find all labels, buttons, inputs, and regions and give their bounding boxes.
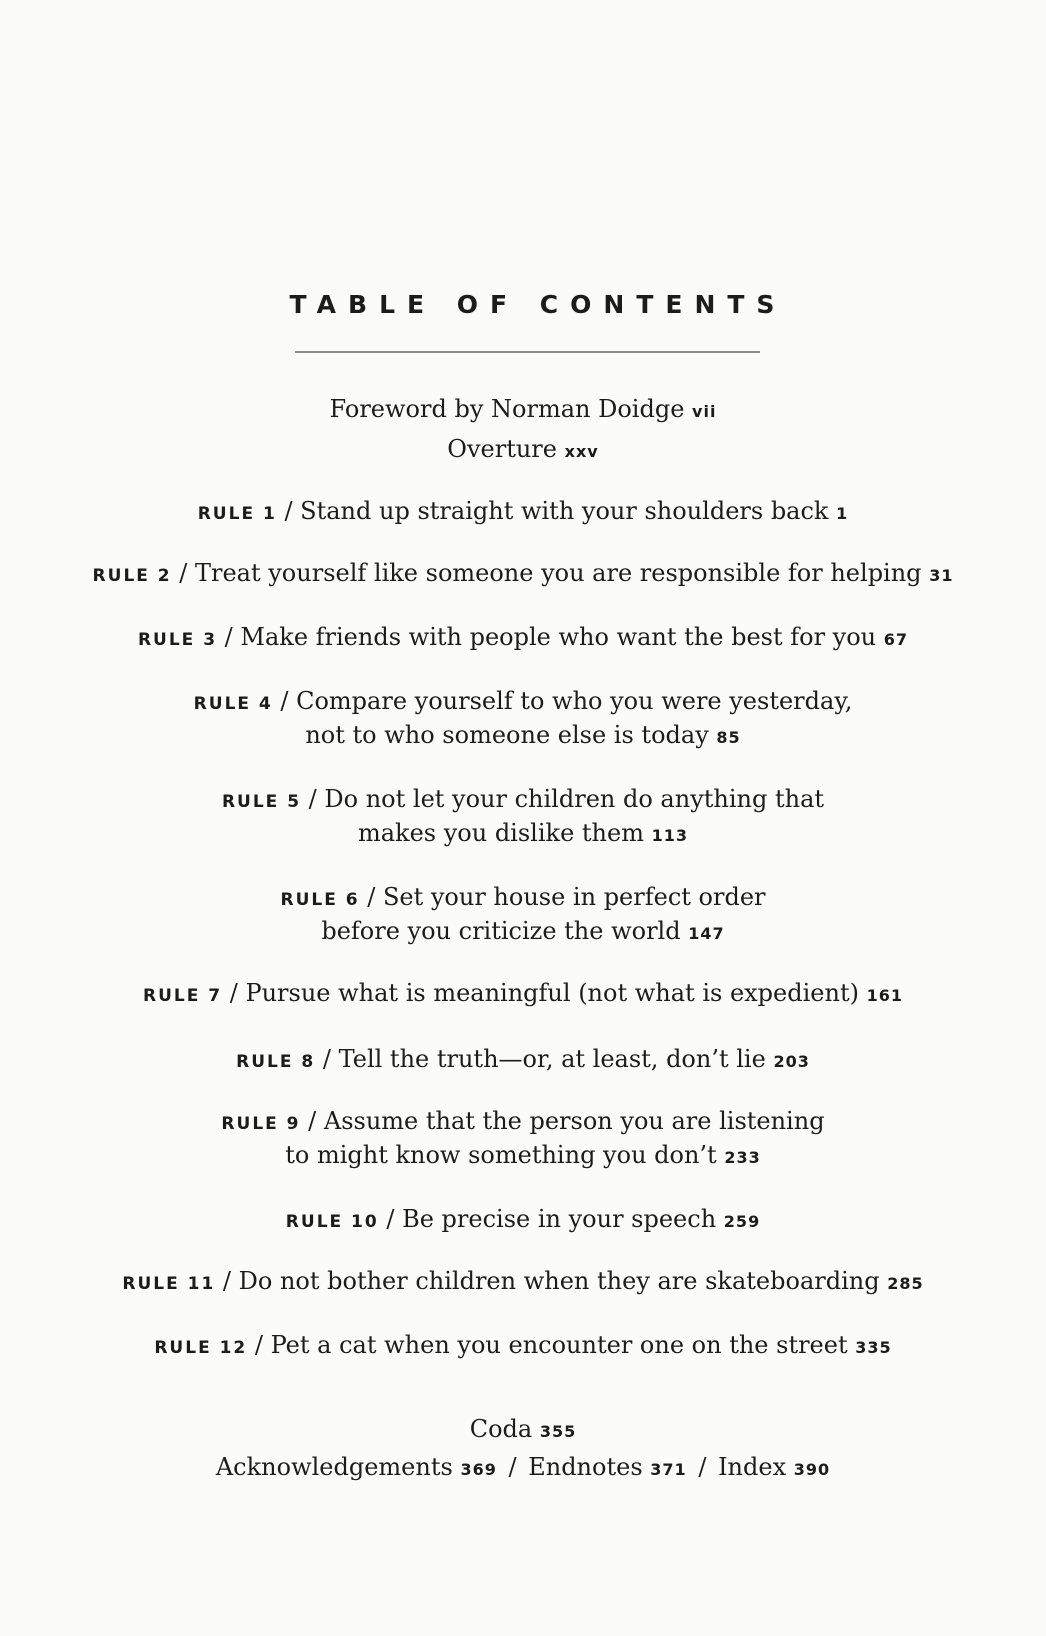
rule-title: Pursue what is meaningful (not what is expedient) <box>245 979 859 1007</box>
rule-title: Make friends with people who want the best for you <box>240 623 877 651</box>
rule-label: RULE 3 <box>137 630 218 650</box>
rule-label: RULE 10 <box>285 1212 379 1232</box>
toc-entry-rule-10: RULE 10 / Be precise in your speech 259 <box>285 1205 761 1233</box>
entry-page: 31 <box>929 566 954 585</box>
rule-title-cont: before you criticize the world <box>321 917 681 945</box>
toc-entry-rule-3: RULE 3 / Make friends with people who want the best for you 67 <box>137 623 909 651</box>
entry-title: Coda <box>469 1415 533 1443</box>
rule-label: RULE 2 <box>92 566 172 586</box>
entry-page: 1 <box>836 504 849 523</box>
entry-page: 85 <box>716 728 741 747</box>
rule-title-cont: not to who someone else is today <box>305 721 709 749</box>
toc-entry-coda <box>0 1412 1046 1449</box>
rule-label: RULE 6 <box>280 890 360 910</box>
entry-page-index: 390 <box>793 1460 831 1479</box>
toc-entry-rule-2: RULE 2 / Treat yourself like someone you are responsible for helping 31 <box>92 559 954 587</box>
entry-title-acknowledgements: Acknowledgements <box>215 1453 453 1481</box>
toc-entry-rule-8: RULE 8 / Tell the truth—or, at least, don’t lie 203 <box>236 1045 810 1073</box>
entry-page: 233 <box>724 1148 761 1167</box>
rule-label: RULE 5 <box>221 792 302 812</box>
toc-entry-rule-5-cont <box>0 816 1046 853</box>
entry-page: xxv <box>564 442 599 461</box>
entry-page: 161 <box>866 986 903 1005</box>
rule-title-cont: makes you dislike them <box>357 819 644 847</box>
rule-title-cont: to might know something you don’t <box>285 1141 717 1169</box>
toc-entry-rule-7: RULE 7 / Pursue what is meaningful (not what is expedient) 161 <box>143 979 903 1007</box>
rule-title: Assume that the person you are listening <box>323 1107 825 1135</box>
rule-title: Tell the truth—or, at least, don’t lie <box>338 1045 766 1073</box>
rule-title: Do not bother children when they are skateboarding <box>238 1267 880 1295</box>
rule-title: Be precise in your speech <box>402 1205 717 1233</box>
rule-label: RULE 4 <box>193 694 273 714</box>
entry-page: 113 <box>651 826 689 845</box>
toc-entry-rule-11: RULE 11 / Do not bother children when they are skateboarding 285 <box>122 1267 924 1295</box>
entry-page: 335 <box>855 1338 892 1357</box>
entry-page: 203 <box>773 1052 810 1071</box>
toc-entry-rule-4: RULE 4 / Compare yourself to who you were yesterday, <box>193 687 853 715</box>
rule-label: RULE 7 <box>143 986 223 1006</box>
rule-label: RULE 9 <box>221 1114 301 1134</box>
toc-entry-foreword <box>0 392 1046 429</box>
toc-entry-overture <box>0 432 1046 469</box>
entry-page-acknowledgements: 369 <box>460 1460 497 1479</box>
entry-title-index: Index <box>718 1453 787 1481</box>
entry-page: 67 <box>883 630 909 649</box>
toc-entry-back-matter <box>0 1450 1046 1487</box>
toc-entry-rule-9-cont <box>0 1138 1046 1175</box>
rule-label: RULE 12 <box>154 1338 248 1358</box>
separator: / <box>508 1453 517 1481</box>
rule-title: Pet a cat when you encounter one on the street <box>270 1331 848 1359</box>
rule-label: RULE 1 <box>197 504 277 524</box>
rule-title: Do not let your children do anything that <box>324 785 825 813</box>
toc-entry-rule-5: RULE 5 / Do not let your children do anything that <box>221 785 825 813</box>
toc-entry-rule-6-cont <box>0 914 1046 951</box>
toc-entry-rule-4-cont <box>0 718 1046 755</box>
heading-divider <box>295 351 760 353</box>
entry-title: Foreword by Norman Doidge <box>329 395 685 423</box>
rule-title: Treat yourself like someone you are responsible for helping <box>194 559 922 587</box>
entry-page: 285 <box>887 1274 924 1293</box>
toc-entry-rule-9: RULE 9 / Assume that the person you are listening <box>221 1107 825 1135</box>
entry-title: Overture <box>447 435 557 463</box>
separator: / <box>698 1453 707 1481</box>
rule-title: Stand up straight with your shoulders back <box>300 497 829 525</box>
toc-heading: TABLE OF CONTENTS <box>289 290 787 319</box>
toc-entry-rule-6: RULE 6 / Set your house in perfect order <box>280 883 766 911</box>
toc-entry-rule-1: RULE 1 / Stand up straight with your shoulders back 1 <box>197 497 849 525</box>
entry-page: 259 <box>723 1212 761 1231</box>
entry-page: 355 <box>539 1422 577 1441</box>
rule-label: RULE 8 <box>236 1052 316 1072</box>
entry-page: vii <box>692 402 717 421</box>
entry-title-endnotes: Endnotes <box>528 1453 643 1481</box>
rule-title: Set your house in perfect order <box>382 883 766 911</box>
toc-entry-rule-12: RULE 12 / Pet a cat when you encounter one on the street 335 <box>154 1331 892 1359</box>
entry-page-endnotes: 371 <box>650 1460 687 1479</box>
rule-label: RULE 11 <box>122 1274 216 1294</box>
entry-page: 147 <box>688 924 725 943</box>
rule-title: Compare yourself to who you were yesterday, <box>296 687 853 715</box>
